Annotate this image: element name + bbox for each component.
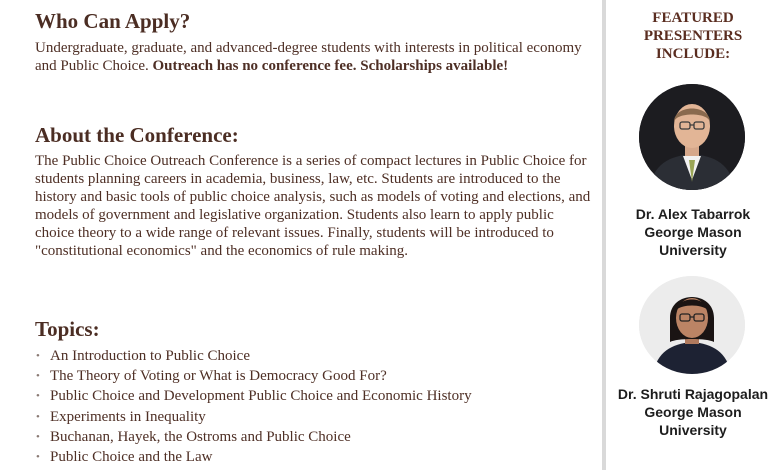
presenter-2-caption (606, 385, 780, 439)
who-can-apply-heading: Who Can Apply? (35, 9, 191, 33)
bullet-icon: • (36, 350, 40, 362)
bullet-icon: • (36, 370, 40, 383)
topic-item: • Buchanan, Hayek, the Ostroms and Public Choice (35, 427, 472, 447)
presenter-photo (639, 276, 745, 374)
who-emphasis: Outreach has no conference fee. Scholarships available! (152, 58, 509, 74)
topic-item: • An Introduction to Public Choice (35, 346, 472, 366)
topic-item: • Public Choice and Development Public Choice and Economic History (35, 386, 472, 406)
presenter-name: Dr. Shruti Rajagopalan (617, 386, 769, 402)
bullet-icon: • (36, 430, 40, 443)
presenter-name: Dr. Alex Tabarrok (635, 206, 751, 222)
presenter-1-caption (606, 205, 780, 259)
presenter-affiliation: University (659, 422, 727, 438)
topics-heading: Topics: (35, 317, 100, 341)
presenter-portrait-icon (639, 276, 745, 374)
presenter-affiliation: George Mason (644, 224, 742, 240)
presenter-photo (639, 84, 745, 190)
bullet-icon: • (36, 451, 40, 464)
about-text: The Public Choice Outreach Conference is a series of compact lectures in Public Choice for students planning careers in academia, business, law, etc. Students are introduced to the history and basic tools of public choice analysis, such as models of voting and elections, and models of government and legislative organization. Students also learn to apply public choice theory to a wide range of relevant issues. Finally, students will be introduced to "constitutional economics" and the economics of rule making. (35, 153, 591, 259)
who-text: Undergraduate, graduate, and advanced-degree students with interests in political economy and Public Choice. (35, 40, 582, 74)
bullet-icon: • (36, 410, 40, 423)
featured-presenters-heading: FEATURED PRESENTERS INCLUDE: (643, 10, 743, 62)
presenter-affiliation: George Mason (644, 404, 742, 420)
bullet-icon: • (36, 390, 40, 403)
topic-item: • Experiments in Inequality (35, 407, 472, 427)
presenter-portrait-icon (639, 84, 745, 190)
topic-item: • The Theory of Voting or What is Democracy Good For? (35, 366, 472, 386)
presenters-sidebar (606, 0, 780, 470)
who-can-apply-text (35, 39, 595, 75)
topics-list (35, 346, 472, 467)
topic-item: • Public Choice and the Law (35, 447, 472, 467)
about-heading: About the Conference: (35, 123, 239, 147)
presenter-affiliation: University (659, 242, 727, 258)
